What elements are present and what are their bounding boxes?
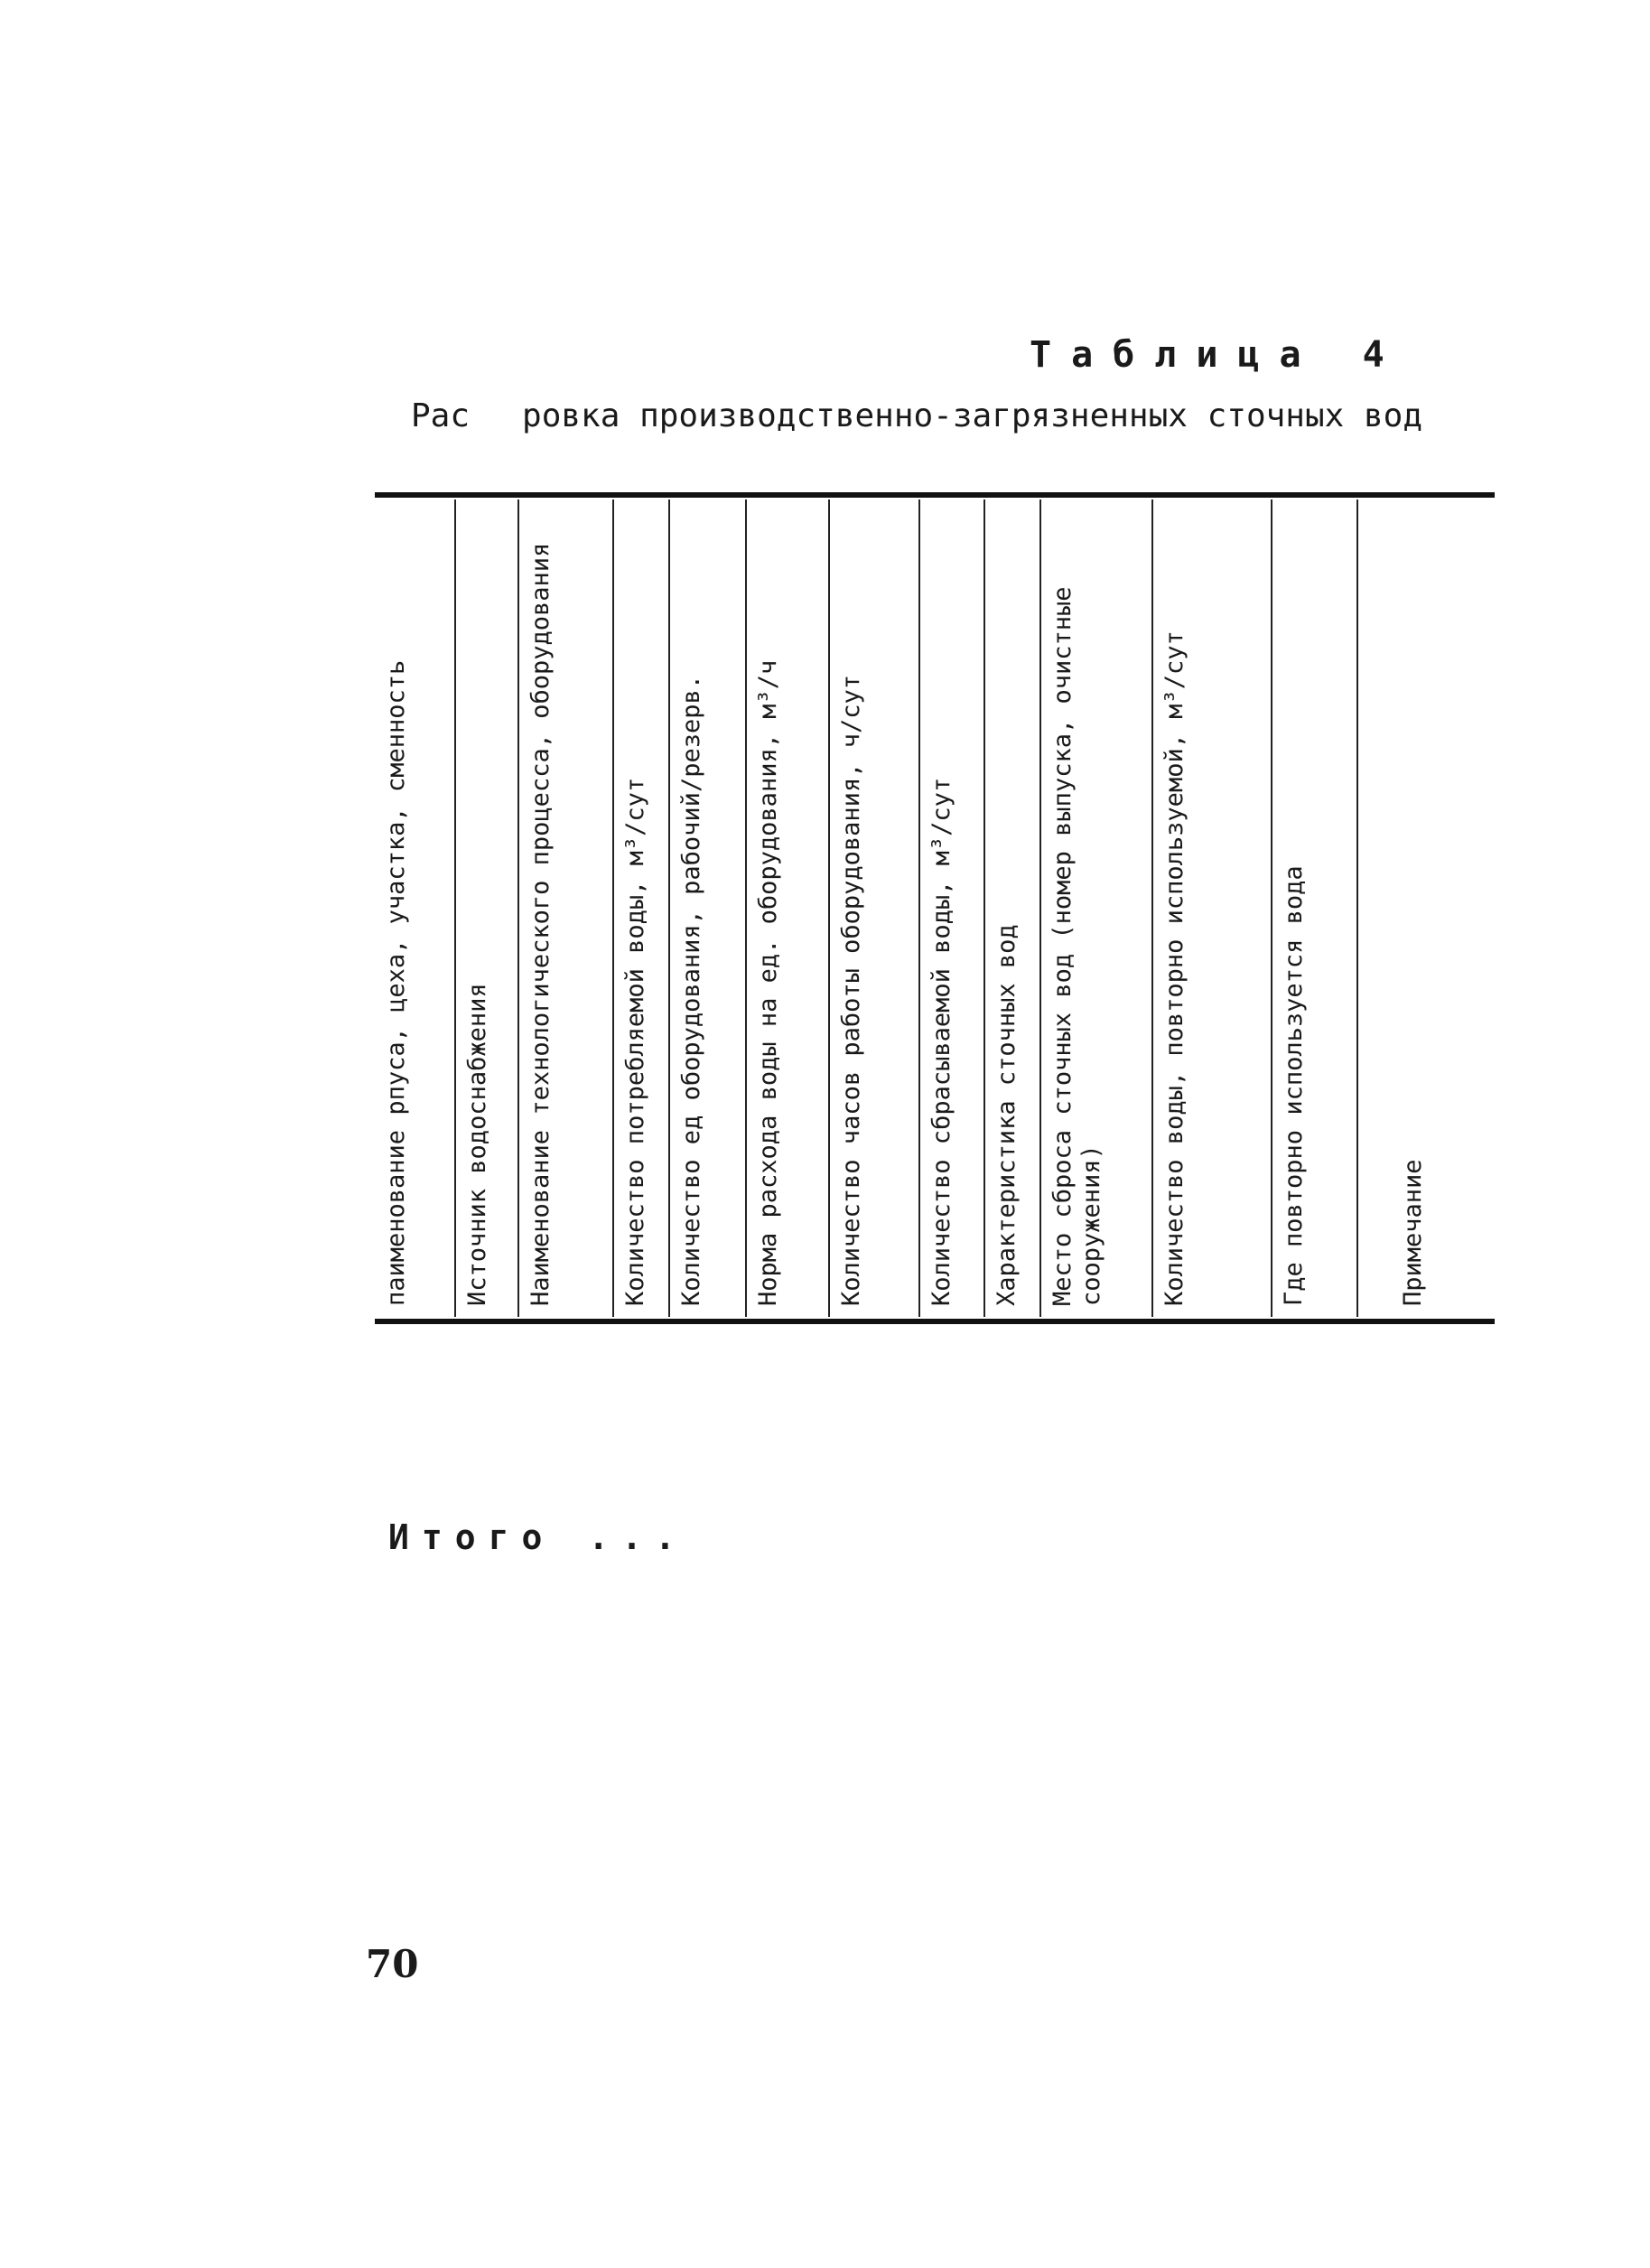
col-discharge-place [1039, 499, 1151, 1317]
total-label: Итого ... [388, 1517, 688, 1557]
col-equipment-count [668, 499, 745, 1317]
col-header: Количество сбрасываемой воды, м³/сут [928, 777, 956, 1306]
col-reused-water [1151, 499, 1271, 1317]
col-water-consumed [612, 499, 668, 1317]
col-header: Количество ед оборудования, рабочий/резерв. [677, 675, 705, 1306]
col-water-discharged [918, 499, 983, 1317]
col-operating-hours [828, 499, 918, 1317]
col-workshop [375, 499, 454, 1317]
page-number: 70 [366, 1942, 419, 1986]
col-header: Примечание [1399, 1159, 1427, 1306]
table-title-part2: ровка производственно-загрязненных сточных вод [522, 397, 1423, 434]
table-title [411, 397, 1422, 434]
col-note [1356, 499, 1495, 1317]
col-wastewater-characteristics [983, 499, 1039, 1317]
col-header: Где повторно используется вода [1280, 865, 1308, 1306]
col-header: Количество воды, повторно используемой, м³/сут [1161, 630, 1189, 1306]
table-label: Таблица 4 [1030, 334, 1404, 376]
col-header: Место сброса сточных вод (номер выпуска, очистные сооружения) [1049, 586, 1105, 1306]
rotated-table [375, 492, 1495, 1328]
col-header: Норма расхода воды на ед. оборудования, м³/ч [754, 659, 782, 1306]
col-header: Источник водоснабжения [463, 983, 491, 1306]
col-process-name [517, 499, 612, 1317]
col-header: Наименование технологического процесса, оборудования [527, 542, 555, 1306]
col-reuse-place [1271, 499, 1356, 1317]
col-water-source [454, 499, 517, 1317]
col-header: паименование рпуса, цеха, участка, сменность [382, 659, 410, 1306]
col-header: Количество потребляемой воды, м³/сут [621, 777, 649, 1306]
table-top-rule [375, 492, 1495, 498]
col-header: Характеристика сточных вод [993, 924, 1021, 1306]
table-title-part1: Рас [411, 397, 471, 434]
col-consumption-rate [745, 499, 828, 1317]
table-bottom-rule [375, 1319, 1495, 1324]
col-header: Количество часов работы оборудования, ч/сут [837, 675, 865, 1306]
